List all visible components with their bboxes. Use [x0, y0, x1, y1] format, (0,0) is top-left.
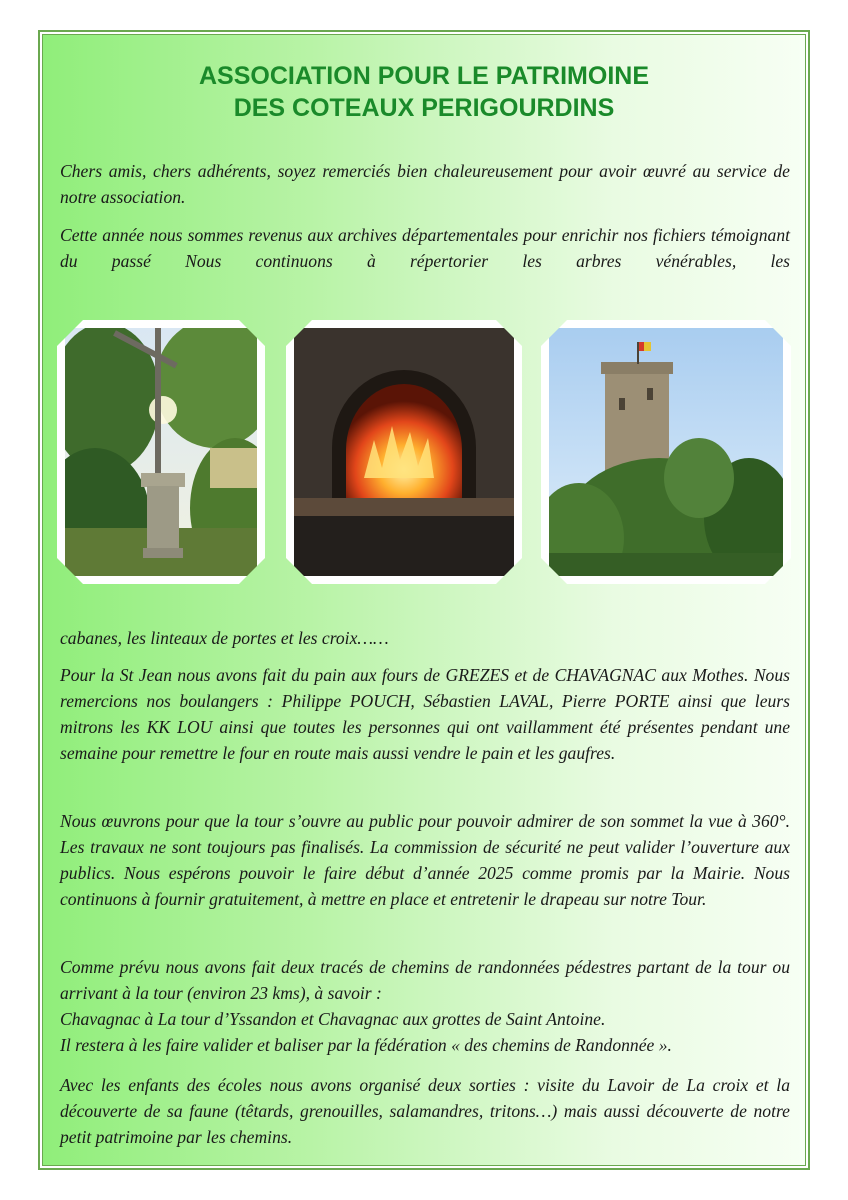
- photo-tower: [541, 320, 791, 584]
- hiking-routes: Chavagnac à La tour d’Yssandon et Chavagnac aux grottes de Saint Antoine.: [60, 1009, 606, 1029]
- hiking-validation: Il restera à les faire valider et baliser par la fédération « des chemins de Randonnée ».: [60, 1035, 672, 1055]
- paragraph-cabins: cabanes, les linteaux de portes et les croix……: [60, 628, 389, 648]
- paragraph-tower: Nous œuvrons pour que la tour s’ouvre au public pour pouvoir admirer de son sommet la vue à 360°. Les travaux ne sont toujours pas finalisés. La commission de sécurité ne peut valider l’ouverture aux publics. Nous espérons pouvoir le faire début d’année 2025 comme promis par la Mairie. Nous continuons à fournir gratuitement, à mettre en place et entretenir le drapeau sur notre Tour.: [60, 811, 790, 909]
- photo-stone-cross: [57, 320, 265, 584]
- photo-bread-oven: [286, 320, 522, 584]
- title-line-2: DES COTEAUX PERIGOURDINS: [233, 94, 615, 122]
- paragraph-archives: Cette année nous sommes revenus aux archives départementales pour enrichir nos fichiers témoignant du passé Nous continuons à répertorier les arbres vénérables, les: [60, 225, 790, 271]
- paragraph-st-jean: Pour la St Jean nous avons fait du pain aux fours de GREZES et de CHAVAGNAC aux Mothes. Nous remercions nos boulangers : Philippe POUCH, Sébastien LAVAL, Pierre PORTE ainsi que leurs mitrons les KK LOU ainsi que toutes les personnes qui ont vaillamment été présentes pendant une semaine pour remettre le four en route mais aussi vendre le pain et les gaufres.: [60, 665, 790, 763]
- page-title: [42, 60, 806, 124]
- paragraph-schools: Avec les enfants des écoles nous avons organisé deux sorties : visite du Lavoir de La croix et la découverte de sa faune (têtards, grenouilles, salamandres, tritons…) mais aussi découverte de notre petit patrimoine par les chemins.: [60, 1075, 790, 1147]
- title-line-1: ASSOCIATION POUR LE PATRIMOINE: [198, 62, 649, 90]
- paragraph-hiking: [60, 954, 790, 1058]
- hiking-intro: Comme prévu nous avons fait deux tracés de chemins de randonnées pédestres partant de la tour ou arrivant à la tour (environ 23 kms), à savoir :: [60, 957, 790, 1003]
- paragraph-thanks: Chers amis, chers adhérents, soyez remerciés bien chaleureusement pour avoir œuvré au service de notre association.: [60, 161, 790, 207]
